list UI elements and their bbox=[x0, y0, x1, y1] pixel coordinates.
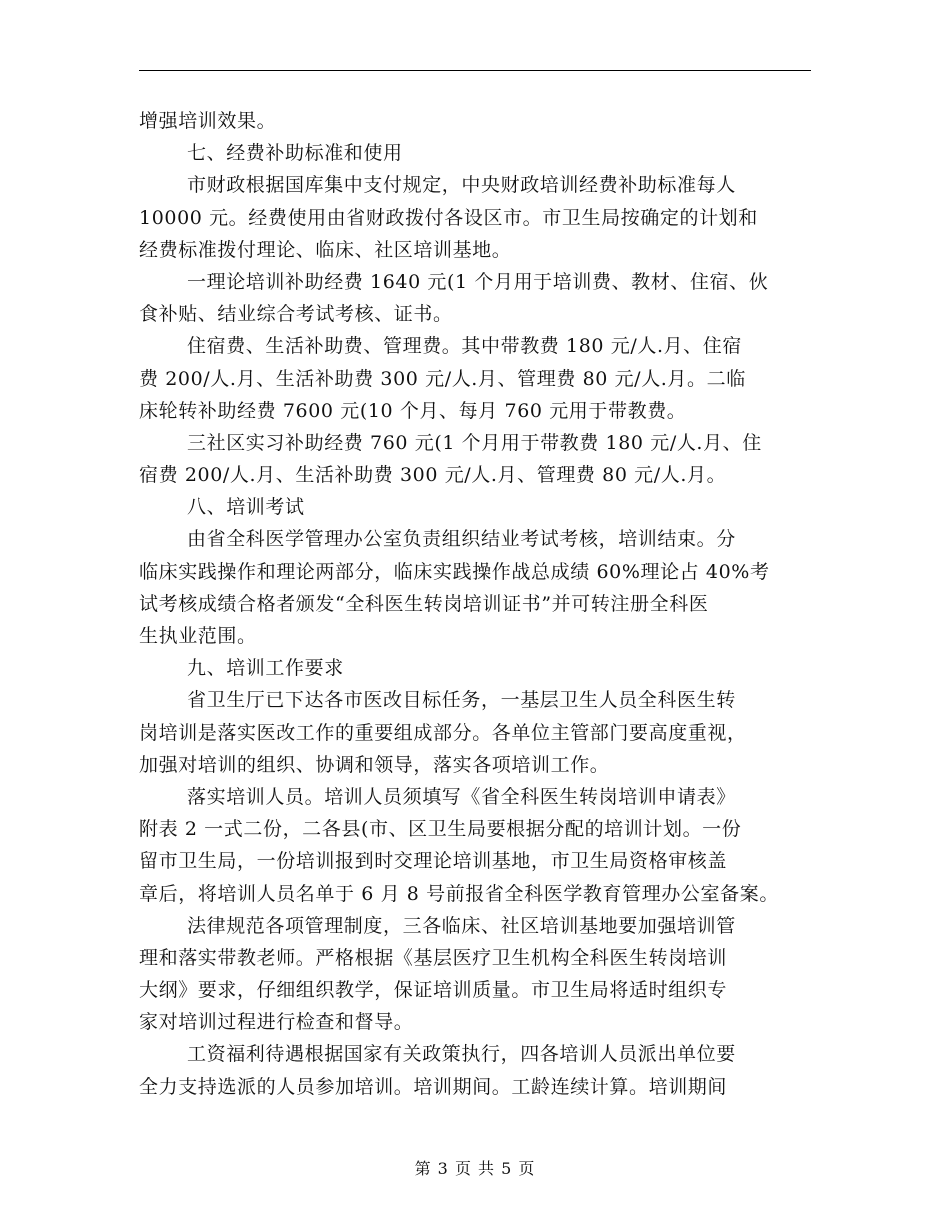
text-line: 法律规范各项管理制度，三各临床、社区培训基地要加强培训管 bbox=[187, 914, 736, 937]
text-line: 岗培训是落实医改工作的重要组成部分。各单位主管部门要高度重视， bbox=[139, 721, 747, 744]
document-body bbox=[139, 105, 819, 1103]
header-rule bbox=[139, 70, 811, 71]
text-line: 加强对培训的组织、协调和领导，落实各项培训工作。 bbox=[139, 753, 610, 776]
text-line: 住宿费、生活补助费、管理费。其中带教费 180 元/人.月、住宿 bbox=[187, 335, 742, 358]
text-line: 生执业范围。 bbox=[139, 625, 257, 647]
text-line: 家对培训过程进行检查和督导。 bbox=[139, 1011, 414, 1034]
text-line: 一理论培训补助经费 1640 元(1 个月用于培训费、教材、住宿、伙 bbox=[187, 270, 769, 293]
text-line: 增强培训效果。 bbox=[139, 110, 277, 132]
text-line: 附表 2 一式二份，二各县(市、区卫生局要根据分配的培训计划。一份 bbox=[139, 818, 742, 841]
text-line: 工资福利待遇根据国家有关政策执行，四各培训人员派出单位要 bbox=[187, 1043, 736, 1066]
text-line: 章后，将培训人员名单于 6 月 8 号前报省全科医学教育管理办公室备案。 bbox=[139, 882, 779, 905]
text-line: 10000 元。经费使用由省财政拨付各设区市。市卫生局按确定的计划和 bbox=[139, 206, 758, 229]
text-line: 由省全科医学管理办公室负责组织结业考试考核，培训结束。分 bbox=[187, 528, 736, 551]
text-line: 八、培训考试 bbox=[187, 496, 305, 519]
text-line: 全力支持选派的人员参加培训。培训期间。工龄连续计算。培训期间 bbox=[139, 1075, 728, 1098]
text-line: 三社区实习补助经费 760 元(1 个月用于带教费 180 元/人.月、住 bbox=[187, 431, 762, 454]
text-line: 市财政根据国库集中支付规定，中央财政培训经费补助标准每人 bbox=[187, 174, 736, 197]
text-line: 费 200/人.月、生活补助费 300 元/人.月、管理费 80 元/人.月。二临 bbox=[139, 367, 746, 390]
text-line: 床轮转补助经费 7600 元(10 个月、每月 760 元用于带教费。 bbox=[139, 399, 687, 422]
text-line: 省卫生厅已下达各市医改目标任务，一基层卫生人员全科医生转 bbox=[187, 689, 736, 712]
text-line: 九、培训工作要求 bbox=[187, 657, 344, 680]
text-line: 理和落实带教老师。严格根据《基层医疗卫生机构全科医生转岗培训 bbox=[139, 946, 728, 969]
text-line: 食补贴、结业综合考试考核、证书。 bbox=[139, 303, 453, 326]
text-line: 大纲》要求，仔细组织教学，保证培训质量。市卫生局将适时组织专 bbox=[139, 979, 728, 1002]
text-line: 临床实践操作和理论两部分，临床实践操作战总成绩 60%理论占 40%考 bbox=[139, 560, 770, 583]
text-line: 试考核成绩合格者颁发“全科医生转岗培训证书”并可转注册全科医 bbox=[139, 592, 709, 615]
page-number-footer: 第 3 页 共 5 页 bbox=[414, 1159, 536, 1178]
text-line: 留市卫生局，一份培训报到时交理论培训基地，市卫生局资格审核盖 bbox=[139, 850, 728, 873]
text-line: 落实培训人员。培训人员须填写《省全科医生转岗培训申请表》 bbox=[187, 785, 736, 808]
text-line: 七、经费补助标准和使用 bbox=[187, 142, 403, 165]
text-line: 宿费 200/人.月、生活补助费 300 元/人.月、管理费 80 元/人.月。 bbox=[139, 464, 727, 487]
text-line: 经费标准拨付理论、临床、社区培训基地。 bbox=[139, 238, 512, 261]
